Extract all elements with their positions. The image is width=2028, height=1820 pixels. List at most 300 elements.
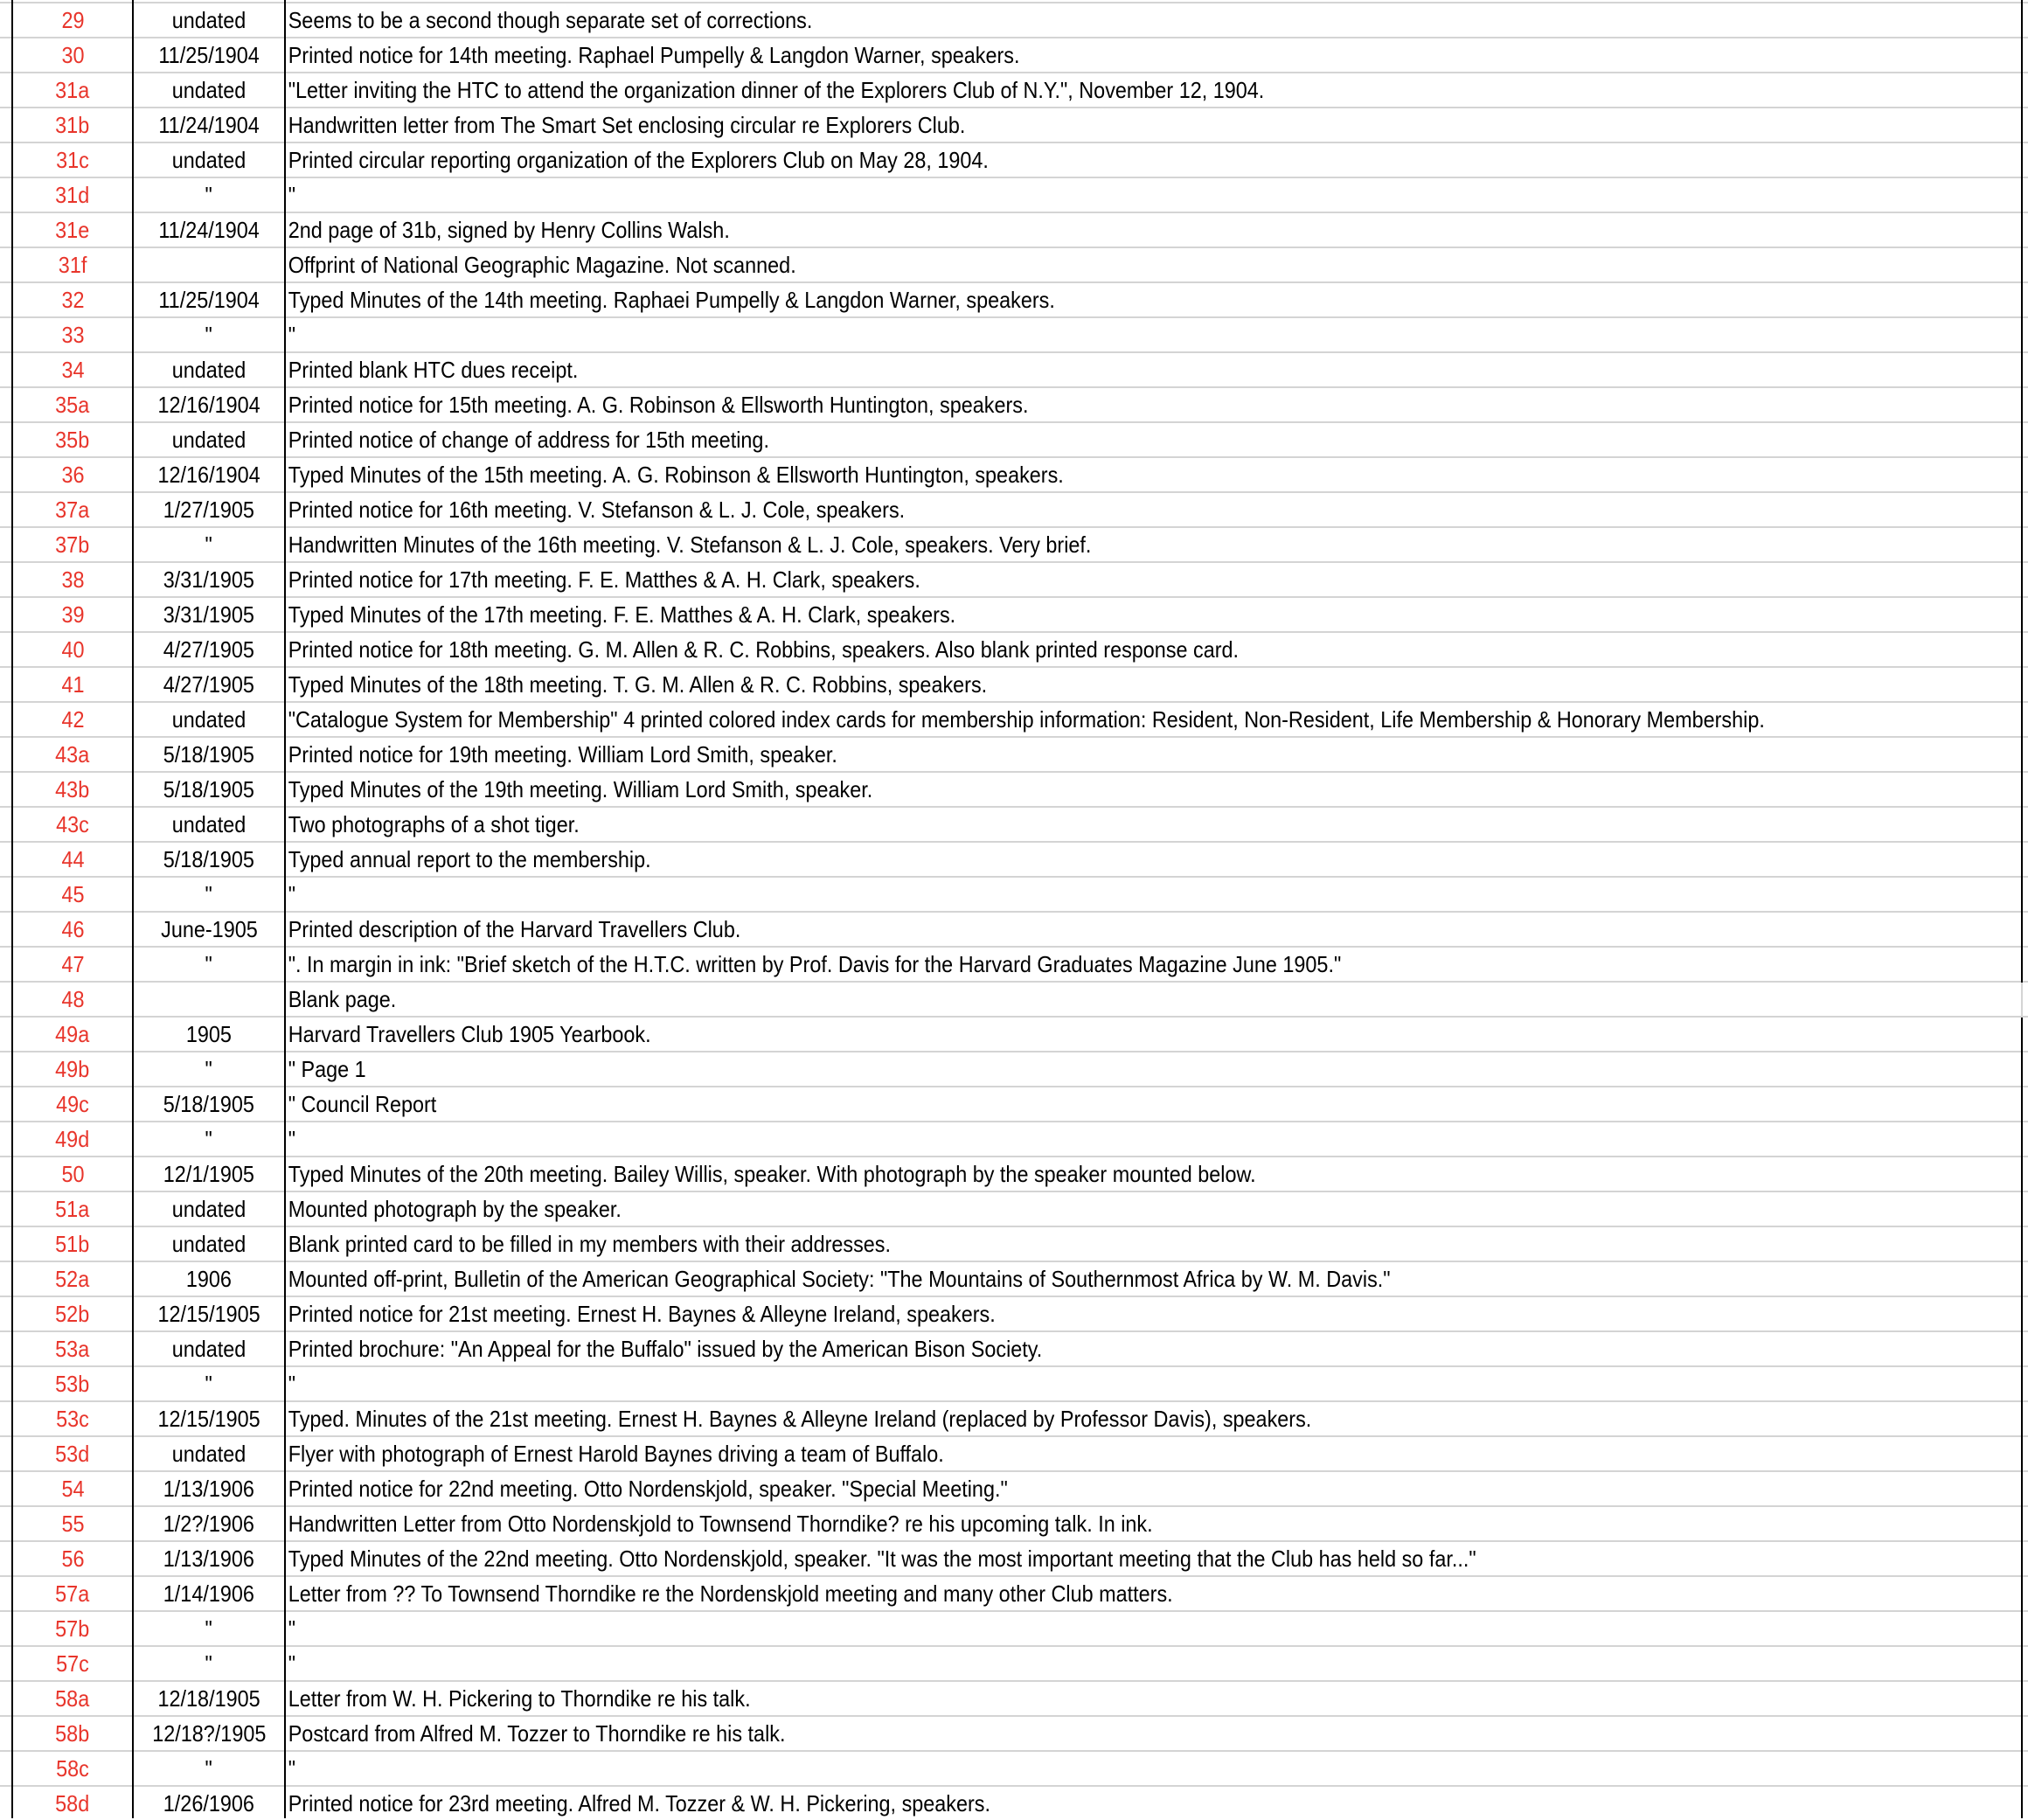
item-id-cell-text: 31e (55, 217, 90, 243)
item-id-cell[interactable] (13, 598, 132, 631)
date-cell[interactable] (134, 1542, 284, 1575)
item-id-cell[interactable] (13, 878, 132, 911)
date-cell-text: undated (171, 811, 247, 837)
table-row[interactable] (0, 1680, 2028, 1715)
table-row[interactable] (0, 1505, 2028, 1540)
item-id-cell[interactable] (13, 1507, 132, 1540)
date-cell-text: " (205, 1126, 213, 1152)
item-id-cell[interactable] (13, 1087, 132, 1121)
date-cell[interactable] (134, 1752, 284, 1785)
item-id-cell-text: 49c (56, 1091, 89, 1117)
table-row[interactable] (0, 1435, 2028, 1470)
item-id-cell[interactable] (13, 1262, 132, 1296)
description-cell-text: Typed Minutes of the 18th meeting. T. G. M. Allen & R. C. Robbins, speakers. (288, 671, 988, 698)
description-cell[interactable] (286, 773, 2022, 806)
description-cell[interactable] (286, 668, 2022, 701)
description-cell[interactable] (286, 1612, 2022, 1645)
date-cell-text: " (205, 1056, 213, 1082)
date-cell[interactable] (134, 1612, 284, 1645)
item-id-cell-text: 58d (55, 1790, 90, 1817)
description-cell-text: " (288, 1755, 296, 1782)
date-cell[interactable] (134, 1297, 284, 1330)
description-cell[interactable] (286, 3, 2022, 37)
description-cell[interactable] (286, 808, 2022, 841)
description-cell[interactable] (286, 493, 2022, 526)
table-row[interactable] (0, 1645, 2028, 1680)
item-id-cell-text: 46 (60, 916, 85, 942)
description-cell-text: Postcard from Alfred M. Tozzer to Thorndike re his talk. (288, 1720, 786, 1747)
description-cell-text: Printed notice for 21st meeting. Ernest H. Baynes & Alleyne Ireland, speakers. (288, 1301, 996, 1327)
item-id-cell-text: 58c (56, 1755, 89, 1782)
date-cell-text: " (205, 1650, 213, 1677)
table-row[interactable] (0, 142, 2028, 177)
table-row[interactable] (0, 2, 2028, 37)
date-cell-text: 12/16/1904 (157, 462, 260, 488)
item-id-cell[interactable] (13, 73, 132, 107)
date-cell[interactable] (134, 633, 284, 666)
table-row[interactable] (0, 456, 2028, 491)
date-cell-text: undated (171, 1196, 247, 1222)
date-cell-text: 1/2?/1906 (163, 1511, 255, 1537)
date-cell[interactable] (134, 983, 284, 1016)
item-id-cell[interactable] (13, 948, 132, 981)
description-cell[interactable] (286, 528, 2022, 561)
description-cell[interactable] (286, 1262, 2022, 1296)
date-cell[interactable] (134, 1192, 284, 1226)
item-id-cell-text: 37b (55, 531, 90, 558)
table-row[interactable] (0, 1261, 2028, 1296)
description-cell[interactable] (286, 1787, 2022, 1820)
description-cell-text: " (288, 1371, 296, 1397)
table-row[interactable] (0, 1400, 2028, 1435)
item-id-cell-text: 33 (60, 322, 85, 348)
table-row[interactable] (0, 421, 2028, 456)
date-cell[interactable] (134, 493, 284, 526)
date-cell[interactable] (134, 458, 284, 491)
table-row[interactable] (0, 596, 2028, 631)
item-id-cell-text: 43b (55, 776, 90, 802)
date-cell[interactable] (134, 948, 284, 981)
table-row[interactable] (0, 1750, 2028, 1785)
item-id-cell[interactable] (13, 913, 132, 946)
table-row[interactable] (0, 491, 2028, 526)
date-cell[interactable] (134, 1717, 284, 1750)
date-cell[interactable] (134, 1262, 284, 1296)
date-cell-text: 12/15/1905 (157, 1301, 260, 1327)
item-id-cell[interactable] (13, 983, 132, 1016)
table-row[interactable] (0, 806, 2028, 841)
table-row[interactable] (0, 526, 2028, 561)
item-id-cell-text: 48 (60, 986, 85, 1012)
item-id-cell[interactable] (13, 1612, 132, 1645)
table-row[interactable] (0, 247, 2028, 281)
item-id-cell[interactable] (13, 738, 132, 771)
item-id-cell[interactable] (13, 633, 132, 666)
date-cell-text: 5/18/1905 (163, 776, 255, 802)
date-cell-text: 3/31/1905 (163, 566, 255, 593)
item-id-cell[interactable] (13, 528, 132, 561)
item-id-cell-text: 35a (55, 392, 90, 418)
item-id-cell[interactable] (13, 318, 132, 351)
table-row[interactable] (0, 911, 2028, 946)
description-cell[interactable] (286, 1577, 2022, 1610)
item-id-cell-text: 53c (56, 1406, 89, 1432)
description-cell[interactable] (286, 108, 2022, 142)
description-cell-text: Typed Minutes of the 14th meeting. Raphaei Pumpelly & Langdon Warner, speakers. (288, 287, 1055, 313)
item-id-cell-text: 37a (55, 497, 90, 523)
table-row[interactable] (0, 281, 2028, 316)
date-cell[interactable] (134, 1437, 284, 1470)
description-cell[interactable] (286, 738, 2022, 771)
date-cell-text: " (205, 531, 213, 558)
date-cell-text: undated (171, 77, 247, 103)
date-cell[interactable] (134, 353, 284, 386)
description-cell[interactable] (286, 423, 2022, 456)
description-cell[interactable] (286, 353, 2022, 386)
date-cell[interactable] (134, 108, 284, 142)
description-cell-text: Handwritten letter from The Smart Set enclosing circular re Explorers Club. (288, 112, 966, 138)
table-row[interactable] (0, 841, 2028, 876)
item-id-cell[interactable] (13, 1542, 132, 1575)
description-cell-text: Letter from W. H. Pickering to Thorndike re his talk. (288, 1685, 751, 1712)
item-id-cell[interactable] (13, 1787, 132, 1820)
table-row[interactable] (0, 1296, 2028, 1330)
date-cell-text: 5/18/1905 (163, 1091, 255, 1117)
description-cell[interactable] (286, 913, 2022, 946)
item-id-cell[interactable] (13, 1192, 132, 1226)
date-cell-text: 12/1/1905 (163, 1161, 255, 1187)
description-cell[interactable] (286, 563, 2022, 596)
item-id-cell-text: 52b (55, 1301, 90, 1327)
date-cell[interactable] (134, 1122, 284, 1156)
date-cell[interactable] (134, 1332, 284, 1365)
table-row[interactable] (0, 1715, 2028, 1750)
date-cell[interactable] (134, 3, 284, 37)
description-cell[interactable] (286, 983, 2022, 1016)
description-cell-text: Typed Minutes of the 15th meeting. A. G. Robinson & Ellsworth Huntington, speakers. (288, 462, 1064, 488)
description-cell-text: Offprint of National Geographic Magazine. Not scanned. (288, 252, 796, 278)
description-cell[interactable] (286, 1122, 2022, 1156)
description-cell[interactable] (286, 703, 2022, 736)
date-cell[interactable] (134, 738, 284, 771)
date-cell-text: " (205, 322, 213, 348)
table-row[interactable] (0, 1156, 2028, 1191)
description-cell[interactable] (286, 1332, 2022, 1365)
item-id-cell[interactable] (13, 423, 132, 456)
date-cell[interactable] (134, 248, 284, 281)
item-id-cell[interactable] (13, 1297, 132, 1330)
item-id-cell-text: 51b (55, 1231, 90, 1257)
item-id-cell[interactable] (13, 1018, 132, 1051)
description-cell[interactable] (286, 1157, 2022, 1191)
date-cell[interactable] (134, 1367, 284, 1400)
table-row[interactable] (0, 316, 2028, 351)
table-row[interactable] (0, 1226, 2028, 1261)
item-id-cell[interactable] (13, 3, 132, 37)
date-cell-text: June-1905 (160, 916, 258, 942)
date-cell[interactable] (134, 1227, 284, 1261)
description-cell-text: " (288, 1126, 296, 1152)
date-cell[interactable] (134, 563, 284, 596)
description-cell-text: Handwritten Minutes of the 16th meeting. V. Stefanson & L. J. Cole, speakers. Very brief. (288, 531, 1092, 558)
date-cell[interactable] (134, 1157, 284, 1191)
description-cell-text: Printed notice for 18th meeting. G. M. Allen & R. C. Robbins, speakers. Also blank printed response card. (288, 636, 1240, 663)
date-cell[interactable] (134, 1018, 284, 1051)
date-cell[interactable] (134, 318, 284, 351)
description-cell[interactable] (286, 1018, 2022, 1051)
date-cell-text: 4/27/1905 (163, 636, 255, 663)
item-id-cell[interactable] (13, 283, 132, 316)
description-cell[interactable] (286, 1542, 2022, 1575)
date-cell-text: 12/18?/1905 (151, 1720, 267, 1747)
item-id-cell-text: 58a (55, 1685, 90, 1712)
item-id-cell[interactable] (13, 843, 132, 876)
description-cell[interactable] (286, 598, 2022, 631)
date-cell-text: 1/26/1906 (163, 1790, 255, 1817)
item-id-cell[interactable] (13, 1367, 132, 1400)
item-id-cell[interactable] (13, 353, 132, 386)
item-id-cell[interactable] (13, 248, 132, 281)
item-id-cell[interactable] (13, 1402, 132, 1435)
date-cell[interactable] (134, 668, 284, 701)
item-id-cell[interactable] (13, 1052, 132, 1086)
item-id-cell[interactable] (13, 1577, 132, 1610)
date-cell[interactable] (134, 913, 284, 946)
date-cell[interactable] (134, 703, 284, 736)
item-id-cell[interactable] (13, 773, 132, 806)
item-id-cell-text: 31c (56, 147, 89, 173)
description-cell[interactable] (286, 1472, 2022, 1505)
description-cell[interactable] (286, 1507, 2022, 1540)
item-id-cell-text: 49d (55, 1126, 90, 1152)
table-row[interactable] (0, 72, 2028, 107)
date-cell[interactable] (134, 1402, 284, 1435)
table-row[interactable] (0, 37, 2028, 72)
item-id-cell-text: 44 (60, 846, 85, 872)
description-cell[interactable] (286, 248, 2022, 281)
table-row[interactable] (0, 1575, 2028, 1610)
description-cell-text: " Page 1 (288, 1056, 366, 1082)
item-id-cell[interactable] (13, 1157, 132, 1191)
date-cell-text: 1/13/1906 (163, 1546, 255, 1572)
table-row[interactable] (0, 561, 2028, 596)
description-cell[interactable] (286, 458, 2022, 491)
date-cell[interactable] (134, 1472, 284, 1505)
date-cell-text: 4/27/1905 (163, 671, 255, 698)
item-id-cell[interactable] (13, 1332, 132, 1365)
table-row[interactable] (0, 1540, 2028, 1575)
date-cell-text: 5/18/1905 (163, 846, 255, 872)
date-cell-text: 5/18/1905 (163, 741, 255, 768)
date-cell[interactable] (134, 1052, 284, 1086)
table-row[interactable] (0, 771, 2028, 806)
item-id-cell-text: 50 (60, 1161, 85, 1187)
description-cell[interactable] (286, 1052, 2022, 1086)
description-cell-text: Two photographs of a shot tiger. (288, 811, 580, 837)
date-cell-text: 11/24/1904 (158, 217, 260, 243)
date-cell-text: 3/31/1905 (163, 601, 255, 628)
description-cell[interactable] (286, 388, 2022, 421)
description-cell[interactable] (286, 213, 2022, 247)
date-cell-text: 12/15/1905 (157, 1406, 260, 1432)
table-row[interactable] (0, 1016, 2028, 1051)
table-row[interactable] (0, 107, 2028, 142)
description-cell-text: Printed notice for 14th meeting. Raphael Pumpelly & Langdon Warner, speakers. (288, 42, 1020, 68)
date-cell[interactable] (134, 73, 284, 107)
date-cell[interactable] (134, 843, 284, 876)
table-row[interactable] (0, 351, 2028, 386)
item-id-cell[interactable] (13, 1472, 132, 1505)
date-cell-text: undated (171, 147, 247, 173)
item-id-cell[interactable] (13, 493, 132, 526)
description-cell-text: Typed annual report to the membership. (288, 846, 651, 872)
item-id-cell[interactable] (13, 1717, 132, 1750)
description-cell-text: Typed. Minutes of the 21st meeting. Ernest H. Baynes & Alleyne Ireland (replaced by Professor Davis), speakers. (288, 1406, 1312, 1432)
description-cell[interactable] (286, 948, 2022, 981)
item-id-cell[interactable] (13, 178, 132, 212)
date-cell-text: " (205, 1615, 213, 1642)
table-row[interactable] (0, 1051, 2028, 1086)
date-cell[interactable] (134, 528, 284, 561)
table-row[interactable] (0, 701, 2028, 736)
description-cell[interactable] (286, 843, 2022, 876)
date-cell-text: 11/25/1904 (158, 42, 260, 68)
item-id-cell[interactable] (13, 38, 132, 72)
date-cell[interactable] (134, 1087, 284, 1121)
date-cell[interactable] (134, 1507, 284, 1540)
table-row[interactable] (0, 1365, 2028, 1400)
description-cell[interactable] (286, 283, 2022, 316)
item-id-cell-text: 49b (55, 1056, 90, 1082)
item-id-cell[interactable] (13, 563, 132, 596)
item-id-cell-text: 51a (55, 1196, 90, 1222)
description-cell[interactable] (286, 1087, 2022, 1121)
date-cell-text: undated (171, 1441, 247, 1467)
description-cell[interactable] (286, 178, 2022, 212)
description-cell[interactable] (286, 1682, 2022, 1715)
description-cell[interactable] (286, 1367, 2022, 1400)
item-id-cell[interactable] (13, 1122, 132, 1156)
item-id-cell[interactable] (13, 458, 132, 491)
table-row[interactable] (0, 631, 2028, 666)
date-cell-text: 1/13/1906 (163, 1476, 255, 1502)
description-cell[interactable] (286, 1752, 2022, 1785)
item-id-cell[interactable] (13, 143, 132, 177)
date-cell[interactable] (134, 773, 284, 806)
item-id-cell[interactable] (13, 668, 132, 701)
date-cell-text: undated (171, 357, 247, 383)
item-id-cell[interactable] (13, 1647, 132, 1680)
table-row[interactable] (0, 1121, 2028, 1156)
description-cell[interactable] (286, 1717, 2022, 1750)
description-cell-text: " (288, 1650, 296, 1677)
item-id-cell-text: 56 (60, 1546, 85, 1572)
item-id-cell[interactable] (13, 1752, 132, 1785)
date-cell[interactable] (134, 388, 284, 421)
date-cell-text: " (205, 951, 213, 977)
description-cell[interactable] (286, 633, 2022, 666)
table-row[interactable] (0, 876, 2028, 911)
table-row[interactable] (0, 386, 2028, 421)
table-row[interactable] (0, 1470, 2028, 1505)
description-cell-text: Letter from ?? To Townsend Thorndike re the Nordenskjold meeting and many other Club matters. (288, 1580, 1173, 1607)
date-cell[interactable] (134, 808, 284, 841)
description-cell-text: "Catalogue System for Membership" 4 printed colored index cards for membership information: Resident, Non-Resident, Life Membership & Honorary Membership. (288, 706, 1765, 733)
description-cell[interactable] (286, 878, 2022, 911)
item-id-cell-text: 43a (55, 741, 90, 768)
description-cell-text: Harvard Travellers Club 1905 Yearbook. (288, 1021, 651, 1047)
description-cell[interactable] (286, 143, 2022, 177)
date-cell[interactable] (134, 423, 284, 456)
item-id-cell-text: 42 (60, 706, 85, 733)
description-cell[interactable] (286, 1647, 2022, 1680)
item-id-cell-text: 55 (60, 1511, 85, 1537)
description-cell-text: Printed notice for 23rd meeting. Alfred M. Tozzer & W. H. Pickering, speakers. (288, 1790, 991, 1817)
table-row[interactable] (0, 1330, 2028, 1365)
table-row[interactable] (0, 1086, 2028, 1121)
item-id-cell[interactable] (13, 703, 132, 736)
description-cell[interactable] (286, 1437, 2022, 1470)
item-id-cell[interactable] (13, 808, 132, 841)
table-row[interactable] (0, 736, 2028, 771)
description-cell[interactable] (286, 1402, 2022, 1435)
description-cell[interactable] (286, 73, 2022, 107)
table-row[interactable] (0, 177, 2028, 212)
date-cell[interactable] (134, 878, 284, 911)
date-cell[interactable] (134, 1647, 284, 1680)
date-cell[interactable] (134, 143, 284, 177)
date-cell[interactable] (134, 38, 284, 72)
item-id-cell-text: 52a (55, 1266, 90, 1292)
item-id-cell-text: 31f (58, 252, 87, 278)
date-cell-text: " (205, 881, 213, 907)
item-id-cell[interactable] (13, 1682, 132, 1715)
description-cell[interactable] (286, 1297, 2022, 1330)
description-cell[interactable] (286, 318, 2022, 351)
date-cell[interactable] (134, 283, 284, 316)
table-row[interactable] (0, 1191, 2028, 1226)
date-cell[interactable] (134, 1787, 284, 1820)
item-id-cell[interactable] (13, 1227, 132, 1261)
table-row[interactable] (0, 666, 2028, 701)
item-id-cell[interactable] (13, 213, 132, 247)
description-cell[interactable] (286, 1227, 2022, 1261)
table-row[interactable] (0, 1610, 2028, 1645)
description-cell[interactable] (286, 38, 2022, 72)
table-row[interactable] (0, 212, 2028, 247)
date-cell[interactable] (134, 1577, 284, 1610)
date-cell[interactable] (134, 213, 284, 247)
description-cell-text: Printed notice for 15th meeting. A. G. Robinson & Ellsworth Huntington, speakers. (288, 392, 1029, 418)
date-cell[interactable] (134, 1682, 284, 1715)
item-id-cell-text: 53d (55, 1441, 90, 1467)
item-id-cell[interactable] (13, 1437, 132, 1470)
table-row[interactable] (0, 1785, 2028, 1820)
description-cell-text: Seems to be a second though separate set of corrections. (288, 7, 813, 33)
description-cell-text: " Council Report (288, 1091, 437, 1117)
description-cell[interactable] (286, 1192, 2022, 1226)
item-id-cell-text: 54 (60, 1476, 85, 1502)
date-cell[interactable] (134, 178, 284, 212)
item-id-cell[interactable] (13, 388, 132, 421)
item-id-cell-text: 43c (56, 811, 89, 837)
table-row[interactable] (0, 946, 2028, 981)
table-row[interactable] (0, 981, 2028, 1016)
item-id-cell[interactable] (13, 108, 132, 142)
description-cell-text: Blank page. (288, 986, 397, 1012)
right-border (2021, 0, 2023, 1818)
date-cell[interactable] (134, 598, 284, 631)
